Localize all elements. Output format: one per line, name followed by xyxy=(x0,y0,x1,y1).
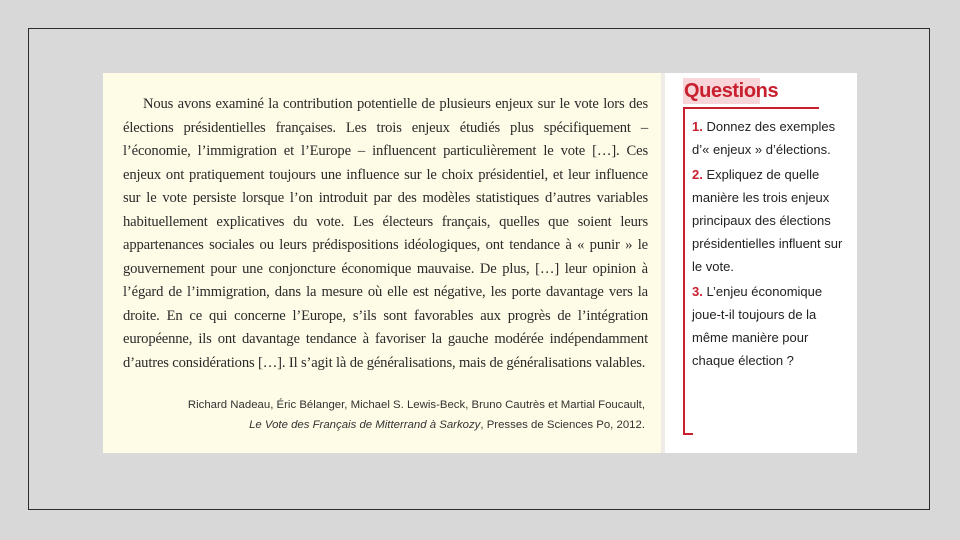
question-text: L’enjeu économique joue-t-il toujours de la même manière pour chaque élection ? xyxy=(692,284,823,368)
questions-side-rule xyxy=(683,107,685,435)
source-publisher: , Presses de Sciences Po, 2012. xyxy=(480,419,645,431)
source-authors: Richard Nadeau, Éric Bélanger, Michael S. Lewis-Beck, Bruno Cautrès et Martial Foucault, xyxy=(187,399,645,411)
questions-top-rule xyxy=(683,107,819,109)
column-divider xyxy=(661,73,665,453)
question-number: 1. xyxy=(692,119,703,134)
questions-list xyxy=(692,115,854,374)
question-item xyxy=(692,280,854,372)
source-book-title: Le Vote des Français de Mitterrand à Sarkozy xyxy=(249,419,481,431)
question-text: Donnez des exemples d’« enjeux » d’élections. xyxy=(692,119,836,157)
question-item xyxy=(692,163,854,278)
questions-title: Questions xyxy=(684,80,779,102)
questions-bottom-rule xyxy=(683,433,693,435)
question-item xyxy=(692,115,854,161)
document-image xyxy=(103,73,857,453)
question-number: 3. xyxy=(692,284,703,299)
questions-panel xyxy=(681,73,857,453)
source-citation xyxy=(123,395,645,435)
excerpt-panel xyxy=(103,73,661,453)
excerpt-paragraph: Nous avons examiné la contribution potentielle de plusieurs enjeux sur le vote lors des élections présidentielles françaises. Les trois enjeux étudiés plus spécifiquement – l’économie, l’immigration et l’Europe – influencent particulièrement le vote […]. Ces enjeux ont pratiquement toujours une influence sur le choix présidentiel, et leur influence sur le vote persiste lorsque l’on introduit par des modèles statistiques d’autres variables habituellement explicatives du vote. Les électeurs français, quelles que soient leurs appartenances sociales ou leurs prédispositions idéologiques, ont tendance à « punir » le gouvernement pour une conjoncture économique mauvaise. De plus, […] leur opinion à l’égard de l’immigration, dans la mesure où elle est négative, les porte davantage vers la droite. En ce qui concerne l’Europe, s’ils sont favorables aux progrès de l’intégration européenne, ils ont davantage tendance à favoriser la gauche modérée indépendamment d’autres considérations […]. Il s’agit là de généralisations, mais de généralisations valables. xyxy=(123,96,648,371)
question-text: Expliquez de quelle manière les trois enjeux principaux des élections présidentielles influent sur le vote. xyxy=(692,167,843,274)
question-number: 2. xyxy=(692,167,703,182)
